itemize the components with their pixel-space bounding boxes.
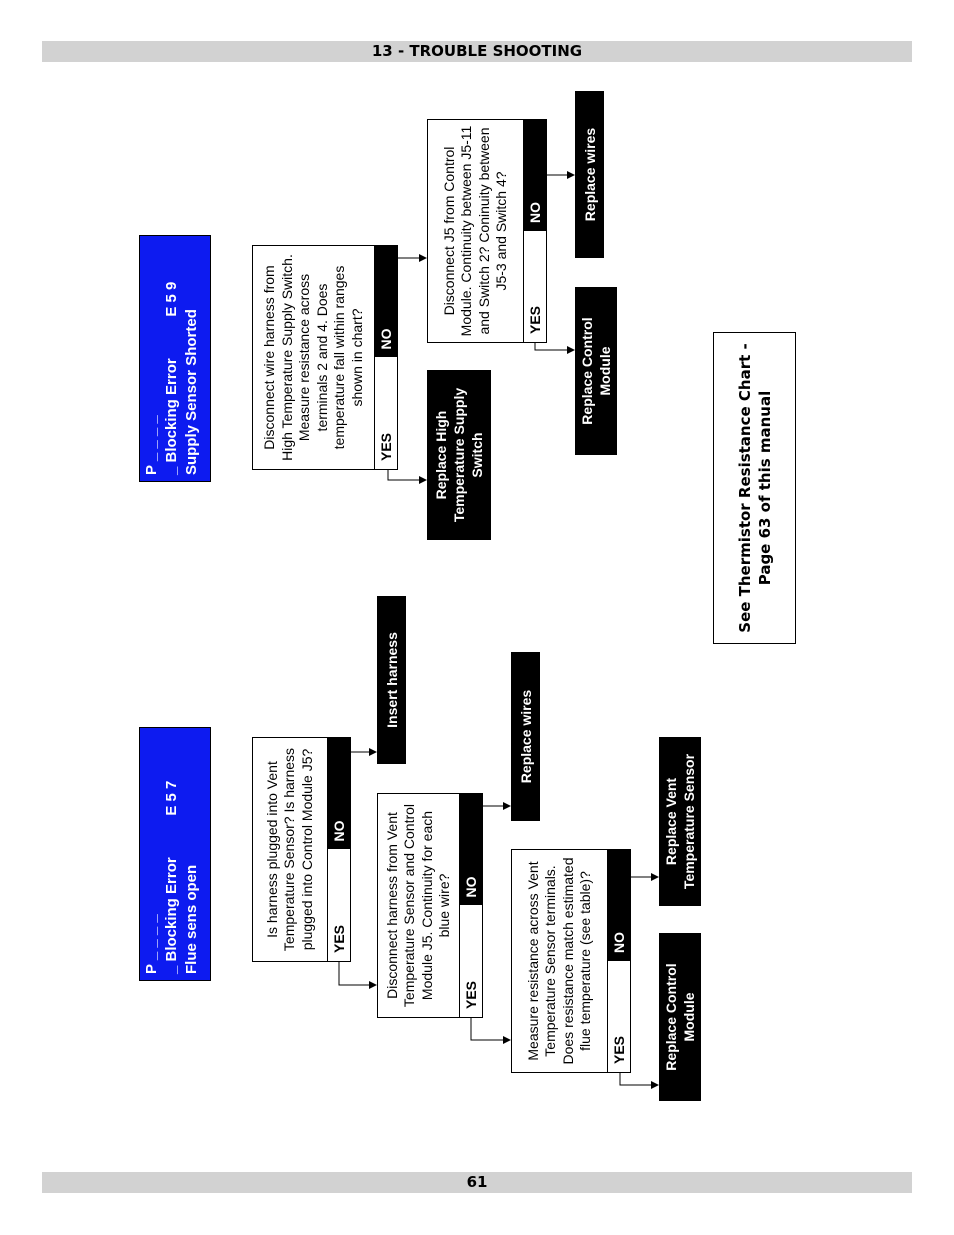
e57-title-line3: Flue sens open — [183, 864, 200, 974]
e57-title-line2: _ Blocking Error E 5 7 — [163, 780, 180, 974]
e57-q1-no-label: NO — [328, 738, 350, 850]
e57-replace-wires-text: Replace wires — [517, 689, 534, 784]
e59-replace-control-module-text: Replace Control Module — [579, 317, 613, 425]
e57-q2-yes-connector — [471, 1018, 510, 1040]
e57-q3-no-label: NO — [608, 850, 630, 961]
e59-q2-yes-connector — [535, 343, 574, 350]
e57-question-3-text: Measure resistance across Vent Temperature Sensor terminals. Does resistance match estimated flue temperature (see table)? — [524, 857, 593, 1065]
page-number: 61 — [466, 1173, 488, 1191]
e59-question-1-text: Disconnect wire harness from High Temperature Supply Switch. Measure resistance across terminals 2 and 4. Does temperature fall within ranges shown in chart? — [261, 254, 365, 461]
e59-replace-high-temp-switch-text: Replace High Temperature Supply Switch — [433, 387, 485, 523]
e57-q2-yes-label: YES — [460, 906, 482, 1018]
section-title: 13 - TROUBLE SHOOTING — [371, 42, 583, 60]
e59-q2-yes-label: YES — [524, 231, 546, 342]
e59-title-line1: P _ _ _ _ — [143, 415, 160, 475]
e57-title-line1: P _ _ _ _ — [143, 914, 160, 974]
e57-question-1-text: Is harness plugged into Vent Temperature Sensor? Is harness plugged into Control Module J5? — [263, 747, 315, 952]
e59-title-line2: _ Blocking Error E 5 9 — [163, 281, 180, 475]
e59-q1-yes-label: YES — [375, 358, 397, 470]
e59-q1-yes-connector — [388, 470, 426, 480]
e57-replace-vent-sensor-text: Replace Vent Temperature Sensor — [663, 753, 697, 890]
e57-question-2-text: Disconnect harness from Vent Temperature Sensor and Control Module J5. Continuity for each blue wire? — [383, 803, 452, 1008]
e59-question-2-text: Disconnect J5 from Control Module. Continuity between J5-11 and Switch 2? Coninuity between J5-3 and Switch 4? — [440, 125, 509, 337]
thermistor-chart-note-text: See Thermistor Resistance Chart - Page 63 of this manual — [735, 343, 774, 633]
e59-q1-no-label: NO — [375, 246, 397, 358]
e57-q1-yes-connector — [339, 962, 376, 985]
page-footer — [42, 1172, 912, 1193]
e57-q3-yes-label: YES — [608, 961, 630, 1072]
e59-title-line3: Supply Sensor Shorted — [183, 309, 200, 475]
e57-q2-no-label: NO — [460, 794, 482, 906]
e57-insert-harness-text: Insert harness — [383, 632, 400, 728]
e57-q3-yes-connector — [620, 1073, 658, 1085]
e57-q1-yes-label: YES — [328, 850, 350, 962]
e59-q2-no-label: NO — [524, 120, 546, 231]
e59-replace-wires-text: Replace wires — [581, 127, 598, 222]
e57-replace-control-module-text: Replace Control Module — [663, 963, 697, 1071]
